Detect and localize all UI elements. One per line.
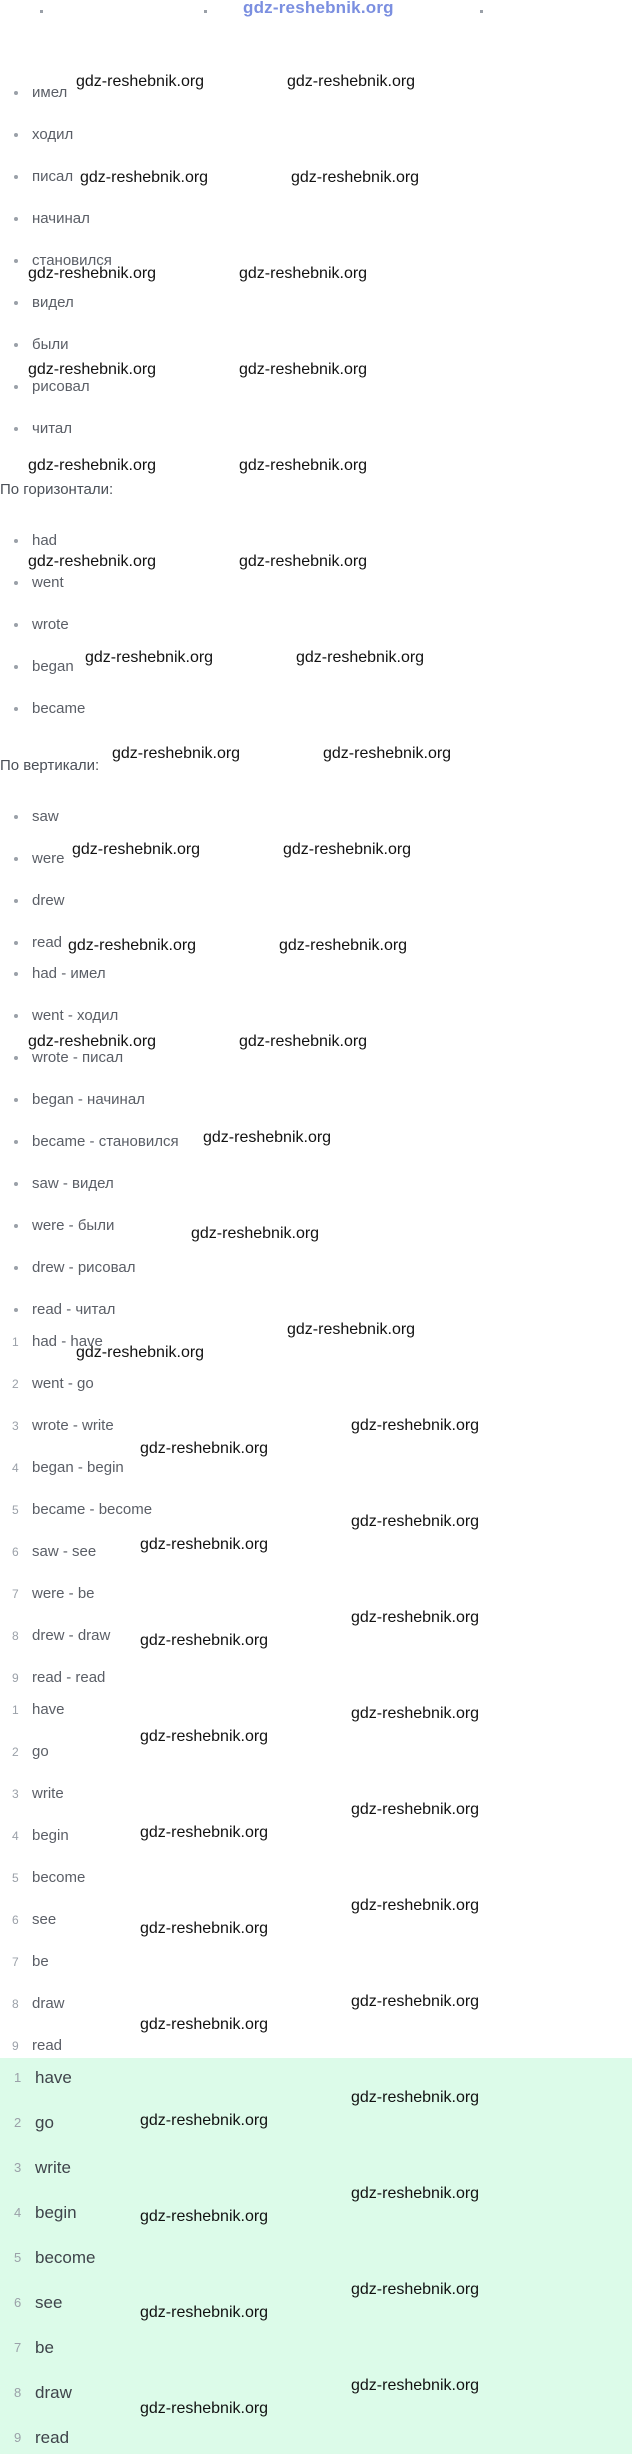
bullet-icon (14, 91, 18, 95)
watermark: gdz-reshebnik.org (279, 937, 408, 954)
watermark: gdz-reshebnik.org (140, 1824, 269, 1841)
bullet-icon (14, 1140, 18, 1144)
bullet-icon (14, 815, 18, 819)
watermark: gdz-reshebnik.org (239, 457, 368, 474)
bullet-icon (14, 217, 18, 221)
top-fragment-bar (0, 0, 632, 26)
watermark: gdz-reshebnik.org (140, 2112, 269, 2129)
watermark: gdz-reshebnik.org (28, 1033, 157, 1050)
watermark: gdz-reshebnik.org (80, 169, 209, 186)
site-logo[interactable]: gdz-reshebnik.org (243, 0, 394, 17)
watermark: gdz-reshebnik.org (76, 1344, 205, 1361)
watermark: gdz-reshebnik.org (140, 1728, 269, 1745)
watermark: gdz-reshebnik.org (351, 1897, 480, 1914)
watermark: gdz-reshebnik.org (351, 1417, 480, 1434)
bullet-icon (14, 1224, 18, 1228)
bullet-icon (14, 623, 18, 627)
bullet-icon (14, 707, 18, 711)
cut-off-text-fragment (480, 10, 483, 13)
watermark: gdz-reshebnik.org (291, 169, 420, 186)
bullet-icon (14, 259, 18, 263)
watermark: gdz-reshebnik.org (351, 1705, 480, 1722)
watermark: gdz-reshebnik.org (112, 745, 241, 762)
watermark: gdz-reshebnik.org (28, 553, 157, 570)
bullet-icon (14, 1182, 18, 1186)
watermark: gdz-reshebnik.org (28, 361, 157, 378)
bullet-icon (14, 899, 18, 903)
bullet-icon (14, 539, 18, 543)
watermark: gdz-reshebnik.org (287, 73, 416, 90)
watermark: gdz-reshebnik.org (140, 1632, 269, 1649)
watermark: gdz-reshebnik.org (28, 457, 157, 474)
bullet-icon (14, 1014, 18, 1018)
watermark: gdz-reshebnik.org (140, 1536, 269, 1553)
watermark: gdz-reshebnik.org (203, 1129, 332, 1146)
bullet-icon (14, 1266, 18, 1270)
bullet-icon (14, 343, 18, 347)
watermark: gdz-reshebnik.org (351, 1993, 480, 2010)
watermark: gdz-reshebnik.org (140, 2208, 269, 2225)
bullet-icon (14, 385, 18, 389)
bullet-icon (14, 941, 18, 945)
highlighted-answer-block: 1 have 2 go 3 write 4 begin 5 become 6 see 7 be 8 draw 9 read (0, 2058, 632, 2454)
watermark: gdz-reshebnik.org (287, 1321, 416, 1338)
heading-vertical: По вертикали: (0, 757, 100, 774)
bullet-icon (14, 665, 18, 669)
watermark: gdz-reshebnik.org (351, 2185, 480, 2202)
watermark: gdz-reshebnik.org (140, 2016, 269, 2033)
bullet-icon (14, 175, 18, 179)
bullet-icon (14, 1308, 18, 1312)
watermark: gdz-reshebnik.org (239, 265, 368, 282)
bullet-icon (14, 581, 18, 585)
watermark: gdz-reshebnik.org (351, 2377, 480, 2394)
bullet-icon (14, 301, 18, 305)
bullet-icon (14, 1056, 18, 1060)
watermark: gdz-reshebnik.org (239, 361, 368, 378)
watermark: gdz-reshebnik.org (351, 1513, 480, 1530)
watermark: gdz-reshebnik.org (76, 73, 205, 90)
watermark: gdz-reshebnik.org (323, 745, 452, 762)
watermark: gdz-reshebnik.org (296, 649, 425, 666)
cut-off-text-fragment (40, 10, 43, 13)
watermark: gdz-reshebnik.org (140, 2304, 269, 2321)
watermark: gdz-reshebnik.org (191, 1225, 320, 1242)
watermark: gdz-reshebnik.org (239, 553, 368, 570)
watermark: gdz-reshebnik.org (140, 1440, 269, 1457)
watermark: gdz-reshebnik.org (85, 649, 214, 666)
bullet-icon (14, 1098, 18, 1102)
watermark: gdz-reshebnik.org (28, 265, 157, 282)
watermark: gdz-reshebnik.org (68, 937, 197, 954)
watermark: gdz-reshebnik.org (72, 841, 201, 858)
watermark: gdz-reshebnik.org (140, 1920, 269, 1937)
bullet-icon (14, 972, 18, 976)
watermark: gdz-reshebnik.org (140, 2400, 269, 2417)
watermark: gdz-reshebnik.org (351, 2281, 480, 2298)
bullet-icon (14, 427, 18, 431)
watermark: gdz-reshebnik.org (283, 841, 412, 858)
bullet-icon (14, 857, 18, 861)
watermark: gdz-reshebnik.org (351, 2089, 480, 2106)
heading-horizontal: По горизонтали: (0, 481, 114, 498)
watermark: gdz-reshebnik.org (239, 1033, 368, 1050)
watermark: gdz-reshebnik.org (351, 1801, 480, 1818)
cut-off-text-fragment (204, 10, 207, 13)
bullet-icon (14, 133, 18, 137)
watermark: gdz-reshebnik.org (351, 1609, 480, 1626)
